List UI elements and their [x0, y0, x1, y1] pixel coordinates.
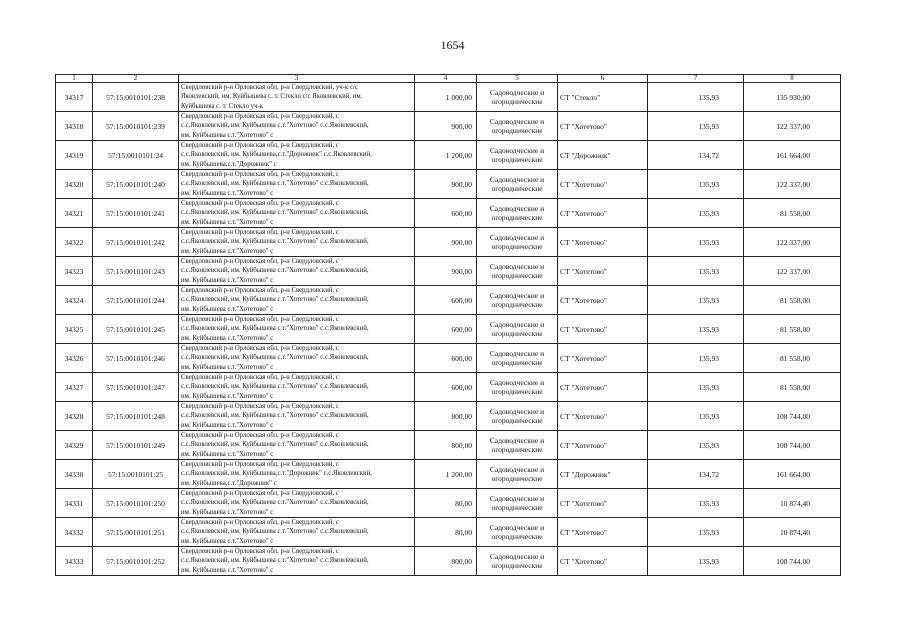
address-cell: [179, 286, 415, 315]
value-cell: 81 558,00: [744, 315, 841, 344]
address-cell: [179, 257, 415, 286]
area-cell: 900,00: [415, 257, 477, 286]
table-row: [56, 257, 841, 286]
table-row: [56, 460, 841, 489]
rate-cell: 134,72: [648, 141, 744, 170]
address-cell: [179, 547, 415, 576]
value-cell: 108 744,00: [744, 431, 841, 460]
cadastral-number-cell: 57:15:0010101:241: [93, 199, 179, 228]
table-row: [56, 83, 841, 112]
cadastral-number-cell: 57:15:0010101:243: [93, 257, 179, 286]
purpose-cell: [477, 373, 558, 402]
table-row: [56, 344, 841, 373]
value-cell: 122 337,00: [744, 112, 841, 141]
address-line: Свердловский р-н Орловская обл, р-н Свердловский, с: [181, 142, 339, 150]
address-line: Свердловский р-н Орловская обл, р-н Свердловский, с: [181, 345, 339, 353]
area-cell: 600,00: [415, 344, 477, 373]
purpose-line: огороднические: [491, 445, 543, 454]
rate-cell: 135,93: [648, 518, 744, 547]
purpose-line: огороднические: [491, 213, 543, 222]
purpose-line: Садоводческие и: [489, 291, 545, 300]
purpose-line: Садоводческие и: [489, 204, 545, 213]
address-cell: [179, 315, 415, 344]
area-cell: 600,00: [415, 286, 477, 315]
table-row: [56, 112, 841, 141]
purpose-line: Садоводческие и: [489, 523, 545, 532]
table-row: [56, 315, 841, 344]
address-cell: [179, 83, 415, 112]
cadastral-number-cell: 57:15:0010101:25: [93, 460, 179, 489]
record-number-cell: 34318: [56, 112, 93, 141]
purpose-line: огороднические: [491, 242, 543, 251]
cadastral-number-cell: 57:15:0010101:244: [93, 286, 179, 315]
owner-cell: СТ "Хотетово": [558, 402, 648, 431]
address-cell: [179, 141, 415, 170]
rate-cell: 135,93: [648, 547, 744, 576]
purpose-cell: [477, 141, 558, 170]
purpose-cell: [477, 170, 558, 199]
value-cell: 108 744,00: [744, 547, 841, 576]
record-number-cell: 34328: [56, 402, 93, 431]
page-number: 1654: [440, 38, 465, 52]
address-line: им. Куйбышева с.т."Хотетово" с: [181, 450, 274, 458]
area-cell: 900,00: [415, 170, 477, 199]
owner-cell: СТ "Хотетово": [558, 112, 648, 141]
owner-cell: СТ "Хотетово": [558, 431, 648, 460]
header-row: [56, 75, 841, 83]
address-line: с.с.Яковлевский, им. Куйбышева с.т."Хотетово" с.с.Яковлевский,: [181, 441, 369, 449]
table-row: [56, 489, 841, 518]
purpose-cell: [477, 286, 558, 315]
value-cell: 81 558,00: [744, 344, 841, 373]
value-cell: 81 558,00: [744, 286, 841, 315]
address-line: Яковлевский, им. Куйбышева с. т. Стекло с/с Яковлевский, им.: [181, 93, 363, 101]
rate-cell: 135,93: [648, 431, 744, 460]
purpose-line: Садоводческие и: [489, 378, 545, 387]
address-line: им. Куйбышева,с.т."Дорожник" с: [181, 160, 277, 168]
value-cell: 122 337,00: [744, 170, 841, 199]
purpose-line: Садоводческие и: [489, 407, 545, 416]
value-cell: 122 337,00: [744, 257, 841, 286]
address-cell: [179, 373, 415, 402]
cadastral-number-cell: 57:15:0010101:246: [93, 344, 179, 373]
value-cell: 108 744,00: [744, 402, 841, 431]
value-cell: 135 930,00: [744, 83, 841, 112]
address-line: им. Куйбышева с.т."Хотетово" с: [181, 392, 274, 400]
cadastral-number-cell: 57:15:0010101:239: [93, 112, 179, 141]
record-number-cell: 34323: [56, 257, 93, 286]
record-number-cell: 34319: [56, 141, 93, 170]
table-row: [56, 402, 841, 431]
address-line: Свердловский р-н Орловская обл, р-н Свердловский, с: [181, 548, 339, 556]
record-number-cell: 34326: [56, 344, 93, 373]
address-line: им. Куйбышева с.т."Хотетово" с: [181, 131, 274, 139]
rate-cell: 135,93: [648, 257, 744, 286]
column-header: 4: [415, 75, 477, 83]
address-line: с.с.Яковлевский, им. Куйбышева с.т."Хотетово" с.с.Яковлевский,: [181, 209, 369, 217]
address-line: с.с.Яковлевский, им. Куйбышева с.т."Хотетово" с.с.Яковлевский,: [181, 180, 369, 188]
cadastral-number-cell: 57:15:0010101:252: [93, 547, 179, 576]
rate-cell: 135,93: [648, 489, 744, 518]
record-number-cell: 34321: [56, 199, 93, 228]
column-header: 6: [558, 75, 648, 83]
column-header: 2: [93, 75, 179, 83]
purpose-line: Садоводческие и: [489, 494, 545, 503]
purpose-line: Садоводческие и: [489, 233, 545, 242]
rate-cell: 135,93: [648, 344, 744, 373]
purpose-cell: [477, 460, 558, 489]
address-cell: [179, 489, 415, 518]
column-header: 1: [56, 75, 93, 83]
address-line: им. Куйбышева с.т."Хотетово" с: [181, 189, 274, 197]
owner-cell: СТ "Хотетово": [558, 199, 648, 228]
owner-cell: СТ "Хотетово": [558, 257, 648, 286]
address-line: с.с.Яковлевский, им. Куйбышева с.т."Хотетово" с.с.Яковлевский,: [181, 267, 369, 275]
table-body: [56, 83, 841, 576]
address-cell: [179, 518, 415, 547]
table-row: [56, 170, 841, 199]
purpose-cell: [477, 547, 558, 576]
address-cell: [179, 228, 415, 257]
address-line: с.с.Яковлевский, им. Куйбышева с.т."Хотетово" с.с.Яковлевский,: [181, 325, 369, 333]
owner-cell: СТ "Хотетово": [558, 344, 648, 373]
purpose-cell: [477, 257, 558, 286]
column-header: 7: [648, 75, 744, 83]
owner-cell: СТ "Хотетово": [558, 315, 648, 344]
value-cell: 81 558,00: [744, 373, 841, 402]
value-cell: 161 664,00: [744, 141, 841, 170]
address-line: с.с.Яковлевский, им. Куйбышева,с.т."Дорожник" с.с.Яковлевский,: [181, 470, 372, 478]
owner-cell: СТ "Хотетово": [558, 228, 648, 257]
address-line: им. Куйбышева с.т."Хотетово" с: [181, 247, 274, 255]
purpose-line: огороднические: [491, 416, 543, 425]
purpose-line: Садоводческие и: [489, 262, 545, 271]
address-line: им. Куйбышева с.т."Хотетово" с: [181, 334, 274, 342]
table-row: [56, 199, 841, 228]
record-number-cell: 34322: [56, 228, 93, 257]
purpose-cell: [477, 489, 558, 518]
address-line: Свердловский р-н Орловская обл, р-н Свердловский, с: [181, 316, 339, 324]
table-row: [56, 547, 841, 576]
purpose-cell: [477, 344, 558, 373]
purpose-line: Садоводческие и: [489, 349, 545, 358]
owner-cell: СТ "Хотетово": [558, 547, 648, 576]
rate-cell: 135,93: [648, 83, 744, 112]
address-cell: [179, 460, 415, 489]
address-line: с.с.Яковлевский, им. Куйбышева с.т."Хотетово" с.с.Яковлевский,: [181, 354, 369, 362]
address-line: с.с.Яковлевский, им. Куйбышева с.т."Хотетово" с.с.Яковлевский,: [181, 528, 369, 536]
value-cell: 81 558,00: [744, 199, 841, 228]
address-cell: [179, 170, 415, 199]
area-cell: 1 200,00: [415, 460, 477, 489]
cadastral-number-cell: 57:15:0010101:245: [93, 315, 179, 344]
address-cell: [179, 112, 415, 141]
column-header: 8: [744, 75, 841, 83]
address-line: с.с.Яковлевский, им. Куйбышева,с.т."Дорожник" с.с.Яковлевский,: [181, 151, 372, 159]
record-number-cell: 34324: [56, 286, 93, 315]
cadastral-number-cell: 57:15:0010101:240: [93, 170, 179, 199]
address-line: им. Куйбышева с.т."Хотетово" с: [181, 566, 274, 574]
purpose-line: Садоводческие и: [489, 117, 545, 126]
area-cell: 800,00: [415, 547, 477, 576]
address-line: с.с.Яковлевский, им. Куйбышева с.т."Хотетово" с.с.Яковлевский,: [181, 499, 369, 507]
address-line: Свердловский р-н Орловская обл, р-н Свердловский, с: [181, 287, 339, 295]
cadastral-number-cell: 57:15:0010101:250: [93, 489, 179, 518]
purpose-line: огороднические: [491, 358, 543, 367]
area-cell: 800,00: [415, 402, 477, 431]
value-cell: 10 874,40: [744, 518, 841, 547]
column-header: 3: [179, 75, 415, 83]
purpose-cell: [477, 112, 558, 141]
owner-cell: СТ "Хотетово": [558, 518, 648, 547]
address-line: им. Куйбышева с.т."Хотетово" с: [181, 363, 274, 371]
table-row: [56, 228, 841, 257]
table-row: [56, 518, 841, 547]
address-cell: [179, 344, 415, 373]
cadastral-number-cell: 57:15:0010101:248: [93, 402, 179, 431]
area-cell: 80,00: [415, 489, 477, 518]
address-line: Свердловский р-н Орловская обл, р-н Свердловский, с: [181, 461, 339, 469]
record-number-cell: 34331: [56, 489, 93, 518]
area-cell: 900,00: [415, 228, 477, 257]
address-cell: [179, 199, 415, 228]
purpose-line: огороднические: [491, 126, 543, 135]
address-line: Свердловский р-н Орловская обл, р-н Свердловский, с: [181, 490, 339, 498]
cadastral-number-cell: 57:15:0010101:247: [93, 373, 179, 402]
purpose-line: Садоводческие и: [489, 88, 545, 97]
purpose-line: огороднические: [491, 97, 543, 106]
table-row: [56, 286, 841, 315]
address-line: им. Куйбышева с.т."Хотетово" с: [181, 276, 274, 284]
address-line: им. Куйбышева,с.т."Дорожник" с: [181, 479, 277, 487]
purpose-line: Садоводческие и: [489, 175, 545, 184]
area-cell: 80,00: [415, 518, 477, 547]
record-number-cell: 34320: [56, 170, 93, 199]
cadastral-number-cell: 57:15:0010101:251: [93, 518, 179, 547]
address-line: Свердловский р-н Орловская обл, р-н Свердловский, с: [181, 200, 339, 208]
purpose-line: Садоводческие и: [489, 436, 545, 445]
address-line: Свердловский р-н Орловская обл, р-н Свердловский, с: [181, 171, 339, 179]
record-number-cell: 34329: [56, 431, 93, 460]
area-cell: 600,00: [415, 199, 477, 228]
address-line: им. Куйбышева с.т."Хотетово" с: [181, 421, 274, 429]
rate-cell: 135,93: [648, 286, 744, 315]
purpose-line: Садоводческие и: [489, 320, 545, 329]
purpose-line: огороднические: [491, 474, 543, 483]
address-line: Свердловский р-н Орловская обл, р-н Свердловский, с: [181, 229, 339, 237]
area-cell: 1 200,00: [415, 141, 477, 170]
cadastral-number-cell: 57:15:0010101:238: [93, 83, 179, 112]
rate-cell: 135,93: [648, 199, 744, 228]
purpose-line: огороднические: [491, 271, 543, 280]
purpose-cell: [477, 431, 558, 460]
purpose-line: огороднические: [491, 503, 543, 512]
table-row: [56, 431, 841, 460]
cadastral-number-cell: 57:15:0010101:24: [93, 141, 179, 170]
land-registry-table: [55, 74, 841, 576]
address-line: Свердловский р-н Орловская обл, р-н Свердловский, с: [181, 432, 339, 440]
owner-cell: СТ "Хотетово": [558, 286, 648, 315]
table-row: [56, 141, 841, 170]
purpose-cell: [477, 228, 558, 257]
purpose-cell: [477, 315, 558, 344]
purpose-line: огороднические: [491, 184, 543, 193]
area-cell: 600,00: [415, 373, 477, 402]
owner-cell: СТ "Хотетово": [558, 373, 648, 402]
owner-cell: СТ "Хотетово": [558, 489, 648, 518]
address-line: им. Куйбышева с.т."Хотетово" с: [181, 305, 274, 313]
address-line: с.с.Яковлевский, им. Куйбышева с.т."Хотетово" с.с.Яковлевский,: [181, 383, 369, 391]
owner-cell: СТ "Дорожник": [558, 460, 648, 489]
area-cell: 900,00: [415, 112, 477, 141]
rate-cell: 135,93: [648, 373, 744, 402]
purpose-line: огороднические: [491, 329, 543, 338]
purpose-line: огороднические: [491, 387, 543, 396]
address-line: Свердловский р-н Орловская обл, р-н Свердловский, с: [181, 403, 339, 411]
purpose-line: огороднические: [491, 532, 543, 541]
purpose-line: огороднические: [491, 300, 543, 309]
record-number-cell: 34327: [56, 373, 93, 402]
record-number-cell: 34333: [56, 547, 93, 576]
purpose-line: Садоводческие и: [489, 552, 545, 561]
address-line: с.с.Яковлевский, им. Куйбышева с.т."Хотетово" с.с.Яковлевский,: [181, 296, 369, 304]
record-number-cell: 34317: [56, 83, 93, 112]
rate-cell: 135,93: [648, 228, 744, 257]
address-line: с.с.Яковлевский, им. Куйбышева с.т."Хотетово" с.с.Яковлевский,: [181, 122, 369, 130]
address-line: им. Куйбышева с.т."Хотетово" с: [181, 537, 274, 545]
cadastral-number-cell: 57:15:0010101:249: [93, 431, 179, 460]
address-line: Свердловский р-н Орловская обл, р-н Свердловский, с: [181, 113, 339, 121]
address-line: с.с.Яковлевский, им. Куйбышева с.т."Хотетово" с.с.Яковлевский,: [181, 238, 369, 246]
address-line: им. Куйбышева с.т."Хотетово" с: [181, 508, 274, 516]
address-line: Свердловский р-н Орловская обл, р-н Свердловский, уч-к с/с: [181, 84, 358, 92]
address-line: с.с.Яковлевский, им. Куйбышева с.т."Хотетово" с.с.Яковлевский,: [181, 557, 369, 565]
rate-cell: 135,93: [648, 315, 744, 344]
rate-cell: 135,93: [648, 170, 744, 199]
value-cell: 161 664,00: [744, 460, 841, 489]
purpose-cell: [477, 518, 558, 547]
address-line: Свердловский р-н Орловская обл, р-н Свердловский, с: [181, 258, 339, 266]
address-line: Свердловский р-н Орловская обл, р-н Свердловский, с: [181, 374, 339, 382]
purpose-line: Садоводческие и: [489, 465, 545, 474]
rate-cell: 135,93: [648, 112, 744, 141]
purpose-cell: [477, 199, 558, 228]
record-number-cell: 34325: [56, 315, 93, 344]
value-cell: 10 874,40: [744, 489, 841, 518]
table-row: [56, 373, 841, 402]
address-line: с.с.Яковлевский, им. Куйбышева с.т."Хотетово" с.с.Яковлевский,: [181, 412, 369, 420]
purpose-cell: [477, 83, 558, 112]
cadastral-number-cell: 57:15:0010101:242: [93, 228, 179, 257]
address-cell: [179, 402, 415, 431]
purpose-line: огороднические: [491, 155, 543, 164]
rate-cell: 134,72: [648, 460, 744, 489]
address-line: Свердловский р-н Орловская обл, р-н Свердловский, с: [181, 519, 339, 527]
value-cell: 122 337,00: [744, 228, 841, 257]
address-line: им. Куйбышева с.т."Хотетово" с: [181, 218, 274, 226]
area-cell: 1 000,00: [415, 83, 477, 112]
address-cell: [179, 431, 415, 460]
column-header: 5: [477, 75, 558, 83]
purpose-cell: [477, 402, 558, 431]
purpose-line: огороднические: [491, 561, 543, 570]
purpose-line: Садоводческие и: [489, 146, 545, 155]
record-number-cell: 34330: [56, 460, 93, 489]
owner-cell: СТ "Хотетово": [558, 170, 648, 199]
owner-cell: СТ "Стекло": [558, 83, 648, 112]
owner-cell: СТ "Дорожник": [558, 141, 648, 170]
address-line: Куйбышева с. т. Стекло уч-к: [181, 102, 264, 110]
area-cell: 600,00: [415, 315, 477, 344]
record-number-cell: 34332: [56, 518, 93, 547]
area-cell: 800,00: [415, 431, 477, 460]
rate-cell: 135,93: [648, 402, 744, 431]
